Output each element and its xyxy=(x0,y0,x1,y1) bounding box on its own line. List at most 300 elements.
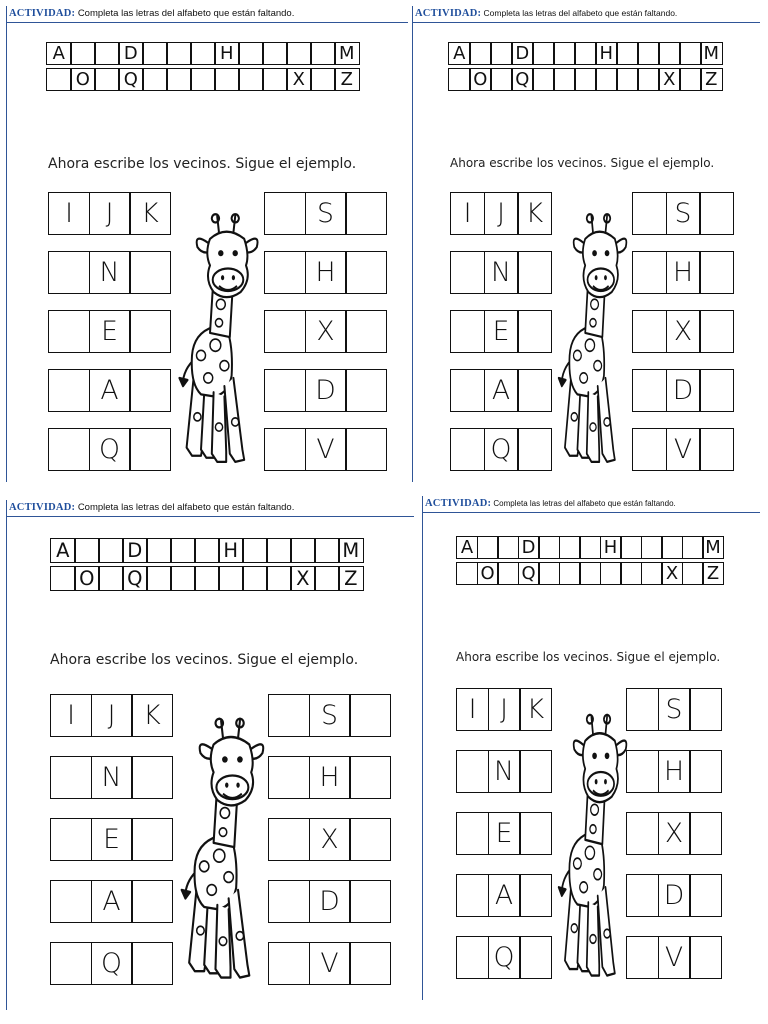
neighbor-letter-box[interactable]: S xyxy=(666,192,701,235)
panel-border xyxy=(412,6,413,482)
neighbor-letter-box[interactable]: Q xyxy=(89,428,131,471)
neighbor-letter-box[interactable]: I xyxy=(456,688,489,731)
neighbor-letter-box[interactable] xyxy=(450,428,485,471)
activity-header xyxy=(415,8,677,19)
neighbor-letter-box[interactable]: Q xyxy=(488,936,521,979)
letter-cell[interactable]: D xyxy=(518,536,540,559)
activity-header xyxy=(425,498,676,509)
neighbor-letter-box[interactable] xyxy=(345,310,387,353)
neighbor-letter-box[interactable]: J xyxy=(89,192,131,235)
letter-cell[interactable] xyxy=(314,566,340,591)
letter-cell[interactable]: O xyxy=(469,68,492,91)
neighbor-letter-box[interactable]: Q xyxy=(91,942,133,985)
letter-cell[interactable] xyxy=(553,68,576,91)
letter-cell[interactable] xyxy=(574,42,597,65)
neighbor-letter-box[interactable] xyxy=(264,310,306,353)
neighbor-group-left xyxy=(450,428,551,471)
neighbor-letter-box[interactable]: X xyxy=(666,310,701,353)
neighbor-group-left xyxy=(450,369,551,412)
neighbor-group-left xyxy=(50,880,172,923)
neighbor-letter-box[interactable] xyxy=(517,310,552,353)
letter-cell[interactable] xyxy=(682,562,704,585)
neighbor-letter-box[interactable] xyxy=(129,428,171,471)
neighbor-letter-box[interactable] xyxy=(632,428,667,471)
neighbor-group-right xyxy=(626,750,721,793)
neighbor-group-left xyxy=(456,688,551,731)
neighbor-letter-box[interactable] xyxy=(129,310,171,353)
worksheet-panel xyxy=(6,6,408,482)
neighbor-letter-box[interactable] xyxy=(632,310,667,353)
letter-cell[interactable]: H xyxy=(214,42,240,65)
panel-border xyxy=(6,500,7,1010)
letter-cell[interactable] xyxy=(310,42,336,65)
instruction-text: Ahora escribe los vecinos. Sigue el ejemplo. xyxy=(50,652,359,668)
letter-cell[interactable] xyxy=(190,68,216,91)
letter-cell[interactable] xyxy=(242,538,268,563)
letter-cell[interactable] xyxy=(641,562,663,585)
letter-cell[interactable] xyxy=(146,566,172,591)
neighbor-group-right xyxy=(632,192,733,235)
neighbor-letter-box[interactable]: D xyxy=(305,369,347,412)
giraffe-drawing xyxy=(554,202,632,468)
neighbor-group-right xyxy=(268,880,390,923)
neighbor-letter-box[interactable] xyxy=(264,251,306,294)
neighbor-letter-box[interactable]: H xyxy=(658,750,691,793)
letter-cell[interactable] xyxy=(559,536,581,559)
neighbor-letter-box[interactable] xyxy=(345,369,387,412)
worksheet-panel xyxy=(412,6,760,482)
neighbor-letter-box[interactable] xyxy=(131,818,173,861)
letter-cell[interactable] xyxy=(553,42,576,65)
neighbor-letter-box[interactable] xyxy=(349,756,391,799)
neighbor-letter-box[interactable] xyxy=(689,688,722,731)
neighbor-letter-box[interactable] xyxy=(450,251,485,294)
neighbor-letter-box[interactable] xyxy=(48,369,90,412)
instruction-text: Ahora escribe los vecinos. Sigue el ejemplo. xyxy=(48,156,357,172)
letter-cell[interactable]: X xyxy=(286,68,312,91)
neighbor-letter-box[interactable] xyxy=(699,251,734,294)
neighbor-letter-box[interactable] xyxy=(131,880,173,923)
neighbor-letter-box[interactable]: V xyxy=(658,936,691,979)
letter-cell[interactable] xyxy=(579,562,601,585)
neighbor-letter-box[interactable]: S xyxy=(658,688,691,731)
neighbor-group-right xyxy=(632,251,733,294)
neighbor-letter-box[interactable]: N xyxy=(484,251,519,294)
letter-cell[interactable]: M xyxy=(700,42,723,65)
neighbor-group-right xyxy=(626,874,721,917)
alphabet-row-1 xyxy=(46,42,358,65)
letter-cell[interactable]: O xyxy=(74,566,100,591)
giraffe-drawing xyxy=(174,202,264,468)
letter-cell[interactable] xyxy=(497,536,519,559)
letter-cell[interactable] xyxy=(682,536,704,559)
letter-cell[interactable] xyxy=(600,562,622,585)
neighbor-letter-box[interactable] xyxy=(699,428,734,471)
letter-cell[interactable]: Q xyxy=(122,566,148,591)
neighbor-letter-box[interactable]: E xyxy=(89,310,131,353)
letter-cell[interactable]: O xyxy=(70,68,96,91)
letter-cell[interactable] xyxy=(194,566,220,591)
letter-cell[interactable] xyxy=(616,68,639,91)
neighbor-letter-box[interactable] xyxy=(456,750,489,793)
neighbor-letter-box[interactable]: V xyxy=(305,428,347,471)
letter-cell[interactable] xyxy=(290,538,316,563)
letter-cell[interactable]: H xyxy=(218,538,244,563)
neighbor-group-right xyxy=(268,694,390,737)
activity-label: ACTIVIDAD: xyxy=(415,8,482,19)
neighbor-letter-box[interactable]: X xyxy=(309,818,351,861)
neighbor-letter-box[interactable]: Q xyxy=(484,428,519,471)
letter-cell[interactable] xyxy=(242,566,268,591)
neighbor-letter-box[interactable] xyxy=(450,369,485,412)
letter-cell[interactable]: M xyxy=(702,536,724,559)
letter-cell[interactable] xyxy=(50,566,76,591)
neighbor-letter-box[interactable]: A xyxy=(89,369,131,412)
neighbor-letter-box[interactable]: D xyxy=(658,874,691,917)
letter-cell[interactable]: A xyxy=(50,538,76,563)
letter-cell[interactable] xyxy=(166,42,192,65)
letter-cell[interactable] xyxy=(490,68,513,91)
letter-cell[interactable] xyxy=(637,68,660,91)
neighbor-group-right xyxy=(632,310,733,353)
letter-cell[interactable] xyxy=(559,562,581,585)
letter-cell[interactable] xyxy=(641,536,663,559)
letter-cell[interactable] xyxy=(310,68,336,91)
neighbor-letter-box[interactable] xyxy=(689,750,722,793)
letter-cell[interactable] xyxy=(266,538,292,563)
panel-border xyxy=(422,496,423,1000)
letter-cell[interactable] xyxy=(661,536,683,559)
neighbor-letter-box[interactable]: J xyxy=(484,192,519,235)
neighbor-group-right xyxy=(626,688,721,731)
neighbor-letter-box[interactable] xyxy=(519,750,552,793)
neighbor-letter-box[interactable]: K xyxy=(129,192,171,235)
neighbor-letter-box[interactable] xyxy=(689,936,722,979)
letter-cell[interactable] xyxy=(170,538,196,563)
neighbor-letter-box[interactable] xyxy=(131,756,173,799)
letter-cell[interactable] xyxy=(314,538,340,563)
neighbor-group-right xyxy=(264,428,386,471)
activity-label: ACTIVIDAD: xyxy=(9,8,76,19)
letter-cell[interactable] xyxy=(94,68,120,91)
letter-cell[interactable] xyxy=(620,562,642,585)
letter-cell[interactable] xyxy=(170,566,196,591)
neighbor-letter-box[interactable]: D xyxy=(666,369,701,412)
letter-cell[interactable]: Q xyxy=(511,68,534,91)
neighbor-letter-box[interactable] xyxy=(268,694,310,737)
activity-label: ACTIVIDAD: xyxy=(425,498,492,509)
neighbor-group-left xyxy=(456,936,551,979)
neighbor-group-right xyxy=(264,192,386,235)
letter-cell[interactable] xyxy=(490,42,513,65)
letter-cell[interactable] xyxy=(538,562,560,585)
worksheet-panel xyxy=(422,496,760,1000)
letter-cell[interactable]: Z xyxy=(700,68,723,91)
letter-cell[interactable] xyxy=(595,68,618,91)
alphabet-row-2 xyxy=(46,68,358,91)
letter-cell[interactable]: Z xyxy=(334,68,360,91)
giraffe-illustration xyxy=(176,706,270,984)
letter-cell[interactable] xyxy=(238,68,264,91)
letter-cell[interactable]: M xyxy=(334,42,360,65)
neighbor-group-right xyxy=(268,756,390,799)
neighbor-group-right xyxy=(264,251,386,294)
letter-cell[interactable]: Z xyxy=(338,566,364,591)
instruction-text: Ahora escribe los vecinos. Sigue el ejemplo. xyxy=(456,650,721,664)
neighbor-letter-box[interactable] xyxy=(349,818,391,861)
letter-cell[interactable] xyxy=(532,42,555,65)
neighbor-letter-box[interactable]: N xyxy=(91,756,133,799)
letter-cell[interactable] xyxy=(262,42,288,65)
neighbor-letter-box[interactable] xyxy=(699,310,734,353)
neighbor-group-left xyxy=(50,818,172,861)
letter-cell[interactable] xyxy=(142,68,168,91)
neighbor-group-right xyxy=(626,812,721,855)
giraffe-drawing xyxy=(554,702,632,982)
letter-cell[interactable]: D xyxy=(118,42,144,65)
letter-cell[interactable]: X xyxy=(661,562,683,585)
letter-cell[interactable]: D xyxy=(122,538,148,563)
neighbor-letter-box[interactable]: H xyxy=(309,756,351,799)
letter-cell[interactable] xyxy=(238,42,264,65)
letter-cell[interactable]: A xyxy=(448,42,471,65)
neighbor-letter-box[interactable] xyxy=(268,756,310,799)
neighbor-letter-box[interactable] xyxy=(48,251,90,294)
letter-cell[interactable]: D xyxy=(511,42,534,65)
neighbor-letter-box[interactable]: K xyxy=(519,688,552,731)
neighbor-letter-box[interactable]: E xyxy=(488,812,521,855)
letter-cell[interactable] xyxy=(286,42,312,65)
neighbor-group-right xyxy=(632,369,733,412)
letter-cell[interactable] xyxy=(477,536,499,559)
letter-cell[interactable] xyxy=(194,538,220,563)
header-rule xyxy=(422,512,760,513)
neighbor-letter-box[interactable]: E xyxy=(91,818,133,861)
neighbor-letter-box[interactable] xyxy=(632,192,667,235)
neighbor-letter-box[interactable]: E xyxy=(484,310,519,353)
alphabet-row-1 xyxy=(456,536,723,559)
neighbor-group-left xyxy=(48,192,170,235)
neighbor-group-right xyxy=(264,310,386,353)
activity-instruction: Completa las letras del alfabeto que están faltando. xyxy=(493,499,676,508)
activity-header xyxy=(9,502,294,513)
neighbor-group-left xyxy=(456,812,551,855)
neighbor-letter-box[interactable]: X xyxy=(305,310,347,353)
alphabet-row-2 xyxy=(50,566,362,591)
letter-cell[interactable] xyxy=(266,566,292,591)
neighbor-letter-box[interactable] xyxy=(129,251,171,294)
letter-cell[interactable] xyxy=(637,42,660,65)
giraffe-illustration xyxy=(554,702,632,982)
neighbor-letter-box[interactable] xyxy=(345,251,387,294)
letter-cell[interactable] xyxy=(214,68,240,91)
neighbor-letter-box[interactable]: A xyxy=(484,369,519,412)
neighbor-letter-box[interactable] xyxy=(50,818,92,861)
neighbor-group-left xyxy=(450,192,551,235)
neighbor-group-left xyxy=(50,942,172,985)
letter-cell[interactable] xyxy=(218,566,244,591)
letter-cell[interactable]: A xyxy=(456,536,478,559)
neighbor-group-left xyxy=(50,756,172,799)
neighbor-letter-box[interactable]: N xyxy=(89,251,131,294)
neighbor-letter-box[interactable]: I xyxy=(48,192,90,235)
neighbor-letter-box[interactable] xyxy=(699,192,734,235)
neighbor-letter-box[interactable] xyxy=(50,942,92,985)
letter-cell[interactable] xyxy=(532,68,555,91)
neighbor-letter-box[interactable] xyxy=(268,880,310,923)
neighbor-letter-box[interactable] xyxy=(519,874,552,917)
neighbor-letter-box[interactable]: J xyxy=(488,688,521,731)
neighbor-letter-box[interactable]: K xyxy=(517,192,552,235)
neighbor-letter-box[interactable] xyxy=(517,251,552,294)
neighbor-letter-box[interactable]: I xyxy=(50,694,92,737)
neighbor-letter-box[interactable] xyxy=(349,942,391,985)
neighbor-letter-box[interactable]: I xyxy=(450,192,485,235)
neighbor-group-right xyxy=(626,936,721,979)
neighbor-letter-box[interactable]: V xyxy=(309,942,351,985)
neighbor-letter-box[interactable] xyxy=(264,428,306,471)
letter-cell[interactable] xyxy=(469,42,492,65)
neighbor-letter-box[interactable]: J xyxy=(91,694,133,737)
neighbor-letter-box[interactable]: D xyxy=(309,880,351,923)
alphabet-row-2 xyxy=(448,68,721,91)
activity-instruction: Completa las letras del alfabeto que están faltando. xyxy=(483,8,678,18)
neighbor-letter-box[interactable]: S xyxy=(305,192,347,235)
neighbor-letter-box[interactable]: S xyxy=(309,694,351,737)
neighbor-letter-box[interactable] xyxy=(349,880,391,923)
letter-cell[interactable] xyxy=(98,566,124,591)
letter-cell[interactable] xyxy=(679,68,702,91)
letter-cell[interactable]: Q xyxy=(518,562,540,585)
neighbor-letter-box[interactable] xyxy=(519,936,552,979)
letter-cell[interactable]: X xyxy=(658,68,681,91)
letter-cell[interactable]: H xyxy=(600,536,622,559)
neighbor-letter-box[interactable] xyxy=(131,942,173,985)
activity-label: ACTIVIDAD: xyxy=(9,502,76,513)
neighbor-letter-box[interactable]: A xyxy=(91,880,133,923)
letter-cell[interactable] xyxy=(94,42,120,65)
header-rule xyxy=(6,22,408,23)
neighbor-group-left xyxy=(450,310,551,353)
neighbor-letter-box[interactable]: X xyxy=(658,812,691,855)
neighbor-letter-box[interactable] xyxy=(456,936,489,979)
letter-cell[interactable] xyxy=(574,68,597,91)
letter-cell[interactable] xyxy=(166,68,192,91)
neighbor-letter-box[interactable] xyxy=(632,369,667,412)
letter-cell[interactable]: Z xyxy=(702,562,724,585)
neighbor-letter-box[interactable] xyxy=(689,812,722,855)
header-rule xyxy=(412,22,760,23)
neighbor-letter-box[interactable] xyxy=(268,942,310,985)
neighbor-letter-box[interactable] xyxy=(268,818,310,861)
neighbor-letter-box[interactable] xyxy=(456,812,489,855)
neighbor-group-left xyxy=(48,428,170,471)
neighbor-letter-box[interactable] xyxy=(264,192,306,235)
letter-cell[interactable] xyxy=(448,68,471,91)
neighbor-group-right xyxy=(268,942,390,985)
letter-cell[interactable]: H xyxy=(595,42,618,65)
neighbor-group-left xyxy=(450,251,551,294)
letter-cell[interactable] xyxy=(70,42,96,65)
header-rule xyxy=(6,516,414,517)
neighbor-letter-box[interactable]: N xyxy=(488,750,521,793)
neighbor-group-left xyxy=(50,694,172,737)
letter-cell[interactable] xyxy=(190,42,216,65)
neighbor-letter-box[interactable] xyxy=(456,874,489,917)
neighbor-letter-box[interactable] xyxy=(48,428,90,471)
alphabet-row-1 xyxy=(448,42,721,65)
neighbor-letter-box[interactable] xyxy=(345,192,387,235)
neighbor-letter-box[interactable] xyxy=(48,310,90,353)
neighbor-letter-box[interactable] xyxy=(264,369,306,412)
neighbor-letter-box[interactable] xyxy=(699,369,734,412)
instruction-text: Ahora escribe los vecinos. Sigue el ejemplo. xyxy=(450,156,715,170)
letter-cell[interactable] xyxy=(262,68,288,91)
neighbor-letter-box[interactable] xyxy=(50,756,92,799)
alphabet-row-1 xyxy=(50,538,362,563)
neighbor-letter-box[interactable]: A xyxy=(488,874,521,917)
letter-cell[interactable]: M xyxy=(338,538,364,563)
neighbor-letter-box[interactable] xyxy=(517,369,552,412)
letter-cell[interactable] xyxy=(616,42,639,65)
letter-cell[interactable] xyxy=(620,536,642,559)
letter-cell[interactable] xyxy=(538,536,560,559)
neighbor-letter-box[interactable]: H xyxy=(305,251,347,294)
giraffe-drawing xyxy=(176,706,270,984)
neighbor-letter-box[interactable] xyxy=(50,880,92,923)
neighbor-group-right xyxy=(632,428,733,471)
letter-cell[interactable] xyxy=(679,42,702,65)
letter-cell[interactable]: O xyxy=(477,562,499,585)
letter-cell[interactable] xyxy=(146,538,172,563)
letter-cell[interactable]: Q xyxy=(118,68,144,91)
letter-cell[interactable] xyxy=(74,538,100,563)
neighbor-letter-box[interactable] xyxy=(129,369,171,412)
letter-cell[interactable] xyxy=(658,42,681,65)
worksheet-panel xyxy=(6,500,414,1010)
neighbor-letter-box[interactable] xyxy=(450,310,485,353)
letter-cell[interactable] xyxy=(497,562,519,585)
letter-cell[interactable]: A xyxy=(46,42,72,65)
giraffe-illustration xyxy=(554,202,632,468)
neighbor-group-left xyxy=(48,251,170,294)
neighbor-group-left xyxy=(48,310,170,353)
letter-cell[interactable] xyxy=(579,536,601,559)
neighbor-letter-box[interactable] xyxy=(689,874,722,917)
neighbor-letter-box[interactable]: H xyxy=(666,251,701,294)
giraffe-illustration xyxy=(174,202,264,468)
neighbor-group-right xyxy=(264,369,386,412)
neighbor-letter-box[interactable]: K xyxy=(131,694,173,737)
neighbor-letter-box[interactable] xyxy=(632,251,667,294)
neighbor-letter-box[interactable] xyxy=(345,428,387,471)
neighbor-letter-box[interactable]: V xyxy=(666,428,701,471)
neighbor-letter-box[interactable] xyxy=(519,812,552,855)
panel-border xyxy=(6,6,7,482)
letter-cell[interactable] xyxy=(142,42,168,65)
neighbor-letter-box[interactable] xyxy=(517,428,552,471)
letter-cell[interactable] xyxy=(46,68,72,91)
neighbor-group-left xyxy=(456,750,551,793)
activity-instruction: Completa las letras del alfabeto que están faltando. xyxy=(77,8,295,19)
letter-cell[interactable] xyxy=(456,562,478,585)
neighbor-group-left xyxy=(48,369,170,412)
neighbor-letter-box[interactable] xyxy=(349,694,391,737)
activity-header xyxy=(9,8,294,19)
letter-cell[interactable] xyxy=(98,538,124,563)
activity-instruction: Completa las letras del alfabeto que están faltando. xyxy=(77,502,295,513)
letter-cell[interactable]: X xyxy=(290,566,316,591)
